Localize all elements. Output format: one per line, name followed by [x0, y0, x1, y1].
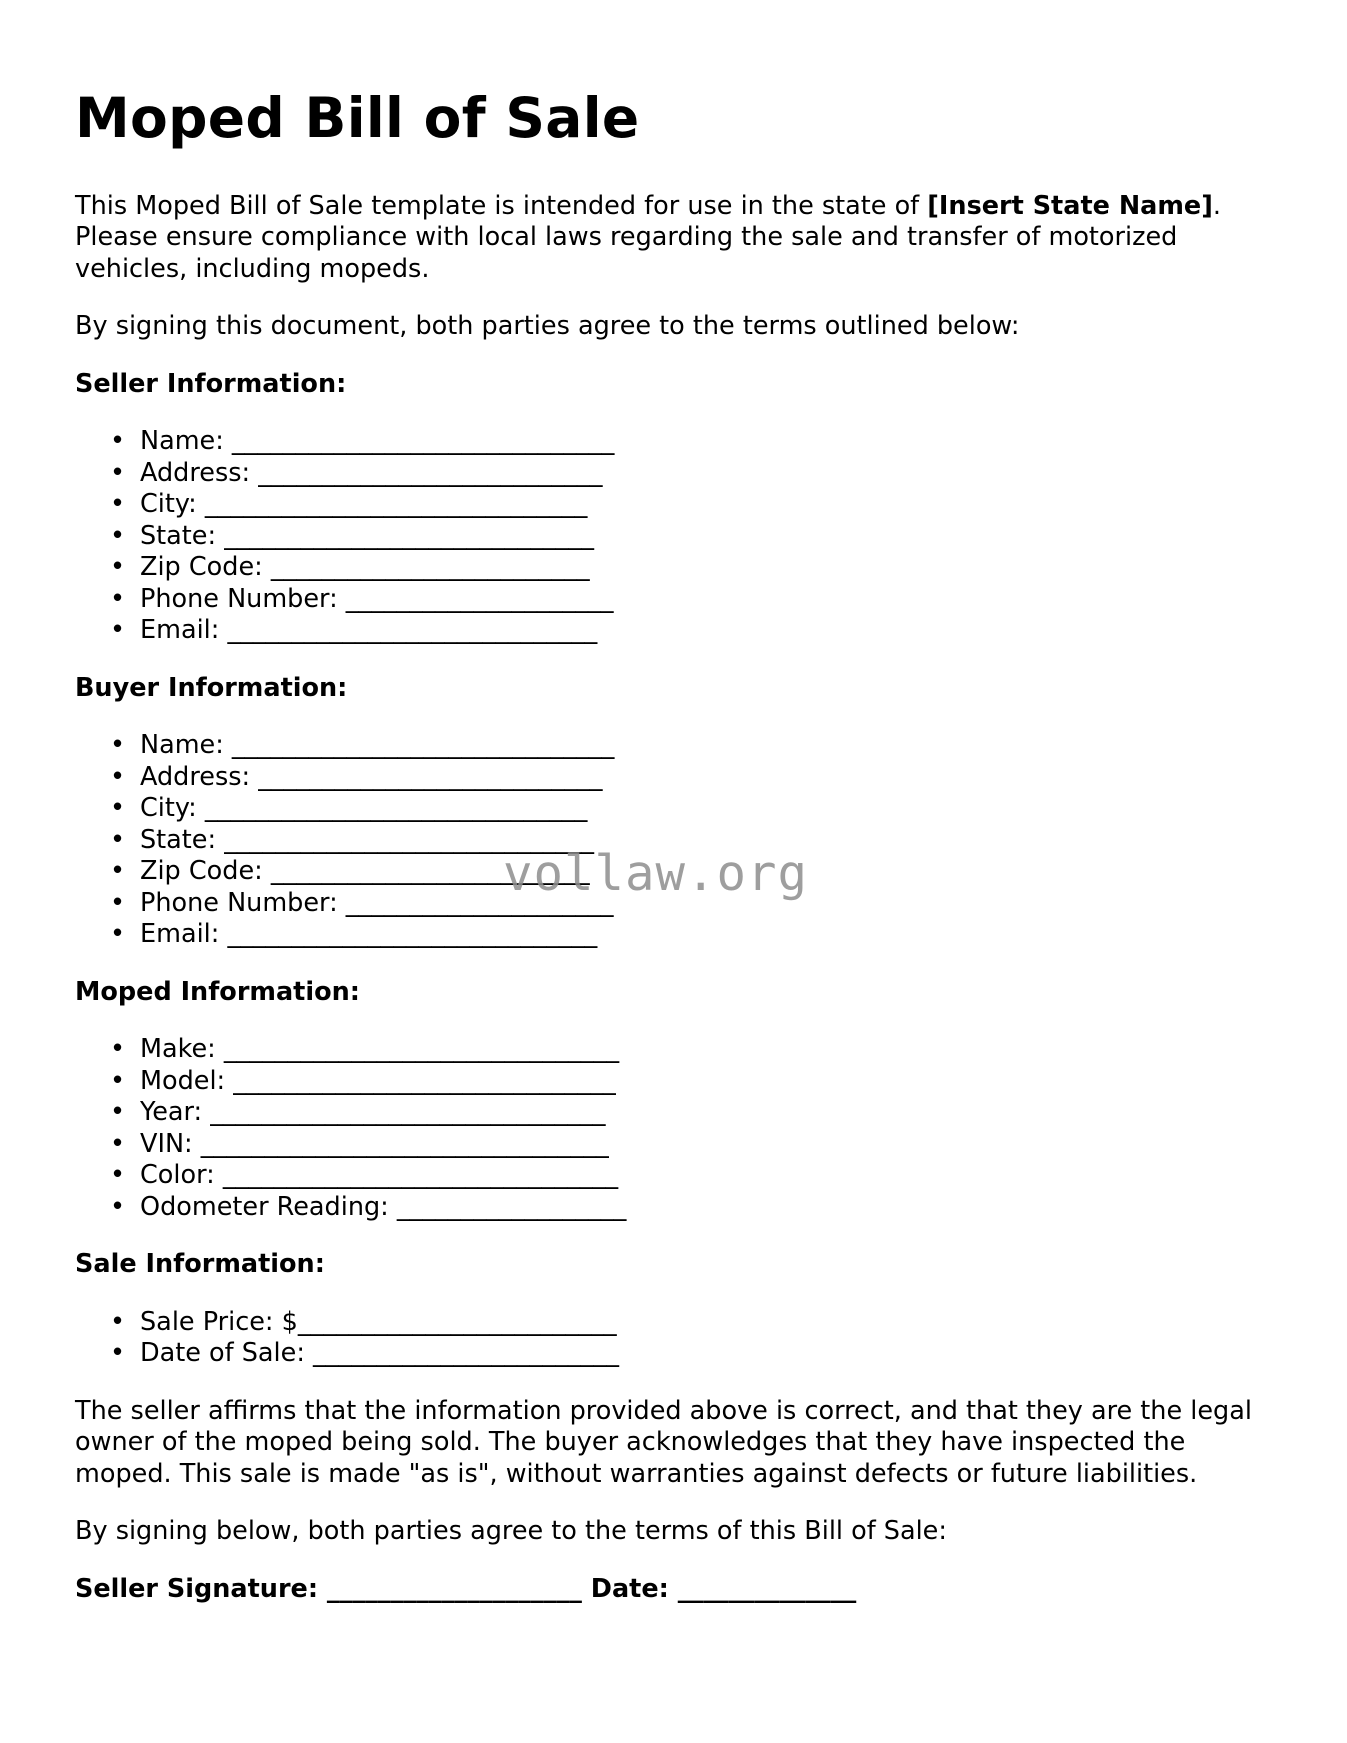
moped-fields — [75, 1034, 1275, 1223]
list-item — [75, 615, 1275, 647]
seller-heading: Seller Information: — [75, 368, 347, 399]
affirmation-paragraph: The seller affirms that the information provided above is correct, and that they are the legal owner of the moped being sold. The buyer acknowledges that they have inspected the moped. This sale is made "as is", without warranties against defects or future liabilities. — [75, 1395, 1252, 1489]
list-item — [75, 1097, 1275, 1129]
bullet-icon: • — [110, 730, 126, 760]
seller-fields — [75, 426, 1275, 647]
list-item — [75, 919, 1275, 951]
bullet-icon: • — [110, 1191, 126, 1222]
bullet-icon: • — [110, 615, 126, 645]
moped-model-field: Model: ______________________________ — [140, 1065, 616, 1096]
buyer-fields — [75, 730, 1275, 951]
list-item — [75, 458, 1275, 490]
agreement-line: By signing this document, both parties agree to the terms outlined below: — [75, 311, 1020, 341]
buyer-zip-field: Zip Code: _________________________ — [140, 856, 590, 886]
bullet-icon: • — [110, 1306, 126, 1337]
bullet-icon: • — [110, 520, 126, 551]
intro-paragraph — [75, 191, 1275, 286]
sale-fields — [75, 1307, 1275, 1370]
sale-date-field: Date of Sale: ________________________ — [140, 1338, 620, 1368]
signing-line: By signing below, both parties agree to the terms of this Bill of Sale: — [75, 1516, 947, 1546]
list-item — [75, 793, 1275, 825]
bullet-icon: • — [110, 426, 126, 456]
seller-phone-field: Phone Number: _____________________ — [140, 583, 614, 614]
list-item — [75, 521, 1275, 553]
intro-text-before: This Moped Bill of Sale template is intended for use in the state of — [75, 190, 928, 221]
moped-make-field: Make: _______________________________ — [140, 1034, 620, 1064]
list-item — [75, 762, 1275, 794]
list-item — [75, 1192, 1275, 1224]
bullet-icon: • — [110, 552, 126, 582]
list-item — [75, 1160, 1275, 1192]
moped-vin-field: VIN: ________________________________ — [140, 1128, 609, 1159]
buyer-city-field: City: ______________________________ — [140, 793, 588, 823]
intro-text-after: . Please ensure compliance with local laws regarding the sale and transfer of motorized vehicles, including mopeds. — [75, 190, 1221, 284]
seller-city-field: City: ______________________________ — [140, 489, 588, 519]
list-item — [75, 552, 1275, 584]
buyer-email-field: Email: _____________________________ — [140, 919, 598, 949]
buyer-heading: Buyer Information: — [75, 672, 348, 703]
bullet-icon: • — [110, 793, 126, 823]
moped-odometer-field: Odometer Reading: __________________ — [140, 1191, 627, 1222]
bullet-icon: • — [110, 856, 126, 886]
sale-price-field: Sale Price: $_________________________ — [140, 1306, 617, 1337]
bullet-icon: • — [110, 887, 126, 918]
watermark: vollaw.org — [503, 845, 809, 902]
seller-email-field: Email: _____________________________ — [140, 615, 598, 645]
bullet-icon: • — [110, 824, 126, 855]
list-item — [75, 1034, 1275, 1066]
state-placeholder: [Insert State Name] — [927, 190, 1213, 221]
list-item — [75, 1338, 1275, 1370]
buyer-name-field: Name: ______________________________ — [140, 730, 615, 760]
sale-heading: Sale Information: — [75, 1249, 325, 1279]
bullet-icon: • — [110, 1097, 126, 1127]
moped-year-field: Year: _______________________________ — [140, 1097, 606, 1127]
list-item — [75, 584, 1275, 616]
document-title: Moped Bill of Sale — [75, 86, 640, 150]
buyer-state-field: State: _____________________________ — [140, 824, 594, 855]
buyer-phone-field: Phone Number: _____________________ — [140, 887, 614, 918]
bullet-icon: • — [110, 919, 126, 949]
bullet-icon: • — [110, 489, 126, 519]
list-item — [75, 489, 1275, 521]
bullet-icon: • — [110, 1160, 126, 1190]
seller-zip-field: Zip Code: _________________________ — [140, 552, 590, 582]
bullet-icon: • — [110, 1338, 126, 1368]
seller-name-field: Name: ______________________________ — [140, 426, 615, 456]
list-item — [75, 1066, 1275, 1098]
bullet-icon: • — [110, 1034, 126, 1064]
list-item — [75, 1307, 1275, 1339]
seller-signature-line: Seller Signature: ____________________ Date: ______________ — [75, 1573, 857, 1604]
list-item — [75, 426, 1275, 458]
bullet-icon: • — [110, 1128, 126, 1159]
moped-heading: Moped Information: — [75, 976, 360, 1007]
bullet-icon: • — [110, 457, 126, 488]
bullet-icon: • — [110, 761, 126, 792]
moped-color-field: Color: _______________________________ — [140, 1160, 619, 1190]
list-item — [75, 730, 1275, 762]
list-item — [75, 1129, 1275, 1161]
seller-address-field: Address: ___________________________ — [140, 457, 603, 488]
buyer-address-field: Address: ___________________________ — [140, 761, 603, 792]
bullet-icon: • — [110, 1065, 126, 1096]
seller-state-field: State: _____________________________ — [140, 520, 594, 551]
bullet-icon: • — [110, 583, 126, 614]
